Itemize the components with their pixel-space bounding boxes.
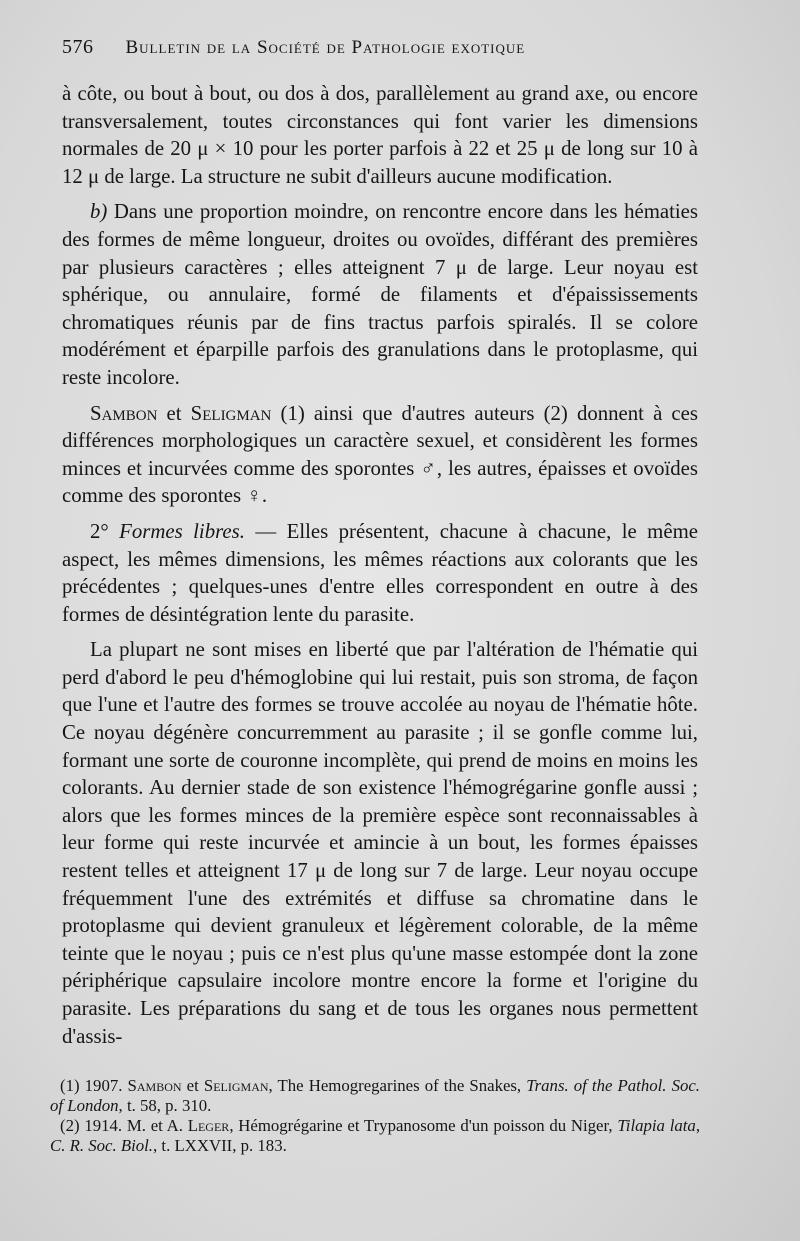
author-seligman: Seligman [190,401,272,425]
footnote-1-conj: et [181,1076,204,1095]
running-header [62,36,622,59]
footnote-1-author-seligman: Seligman [203,1076,269,1095]
paragraph-1 [62,80,698,190]
running-title: Bulletin de la Société de Pathologie exotique [125,37,526,58]
footnotes [50,1076,700,1156]
paragraph-2 [62,198,698,391]
footnote-2-journal: C. R. Soc. Biol. [50,1136,154,1155]
footnote-2-tail: , t. LXXVII, p. 183. [153,1136,287,1155]
footnote-2-sep: , [695,1116,701,1135]
footnote-2-mark: (2) 1914. M. et A. [60,1116,183,1135]
footnote-2 [50,1116,700,1156]
body-text [62,80,698,1058]
paragraph-4 [62,518,698,628]
paragraph-4-text: — Elles présentent, chacune à chacune, le même aspect, les mêmes dimensions, les mêmes réactions aux colorants que les précédentes ; quelques-unes d'entre elles correspondent en outre à des formes de désintégration lente du parasite. [62,519,698,626]
paragraph-5 [62,636,698,1050]
footnote-1-tail: , t. 58, p. 310. [118,1096,212,1115]
paragraph-1-text: à côte, ou bout à bout, ou dos à dos, parallèlement au grand axe, ou encore transversalement, toutes circonstances qui font varier les dimensions normales de 20 μ × 10 pour les porter parfois à 22 et 25 μ de long sur 10 à 12 μ de large. La structure ne subit d'ailleurs aucune modification. [62,82,698,188]
footnote-1-journal: Trans. of the Pathol. Soc. of London [50,1076,700,1115]
conjunction: et [157,401,191,425]
page-number: 576 [62,36,94,58]
footnote-1-mark: (1) 1907. [60,1076,123,1095]
section-heading: Formes libres. [119,519,245,543]
footnote-2-text: , Hémogrégarine et Trypanosome d'un poisson du Niger, [229,1116,618,1135]
footnote-2-author-leger: Leger [187,1116,230,1135]
footnote-2-species: Tilapia lata [617,1116,696,1135]
footnote-1 [50,1076,700,1116]
paragraph-3 [62,400,698,510]
paragraph-5-text: La plupart ne sont mises en liberté que par l'altération de l'hématie qui perd d'abord le peu d'hémoglobine qui lui restait, puis son stroma, de façon que l'une et l'autre des formes se trouve accolée au noyau de l'hématie hôte. Ce noyau dégénère concurremment au parasite ; il se gonfle comme lui, formant une sorte de couronne incomplète, qui prend de moins en moins les colorants. Au dernier stade de son existence l'hémogrégarine gonfle aussi ; alors que les formes minces de la première espèce sont reconnaissables à leur forme qui reste incurvée et amincie à un bout, les formes épaisses restent telles et atteignent 17 μ de long sur 7 de large. Leur noyau occupe fréquemment l'une des extrémités et diffuse sa chromatine dans le protoplasme qui devient granuleux et légèrement colorable, de la même teinte que le noyau ; puis ce n'est plus qu'une masse estompée dont la zone périphérique capsulaire incolore montre encore la forme et l'origine du parasite. Les préparations du sang et de tous les organes nous permettent d'assis- [62,638,698,1048]
paragraph-3-text: (1) ainsi que d'autres auteurs (2) donnent à ces différences morphologiques un caractère sexuel, et considèrent les formes minces et incurvées comme des sporontes ♂, les autres, épaisses et ovoïdes comme des sporontes ♀. [62,401,698,508]
paragraph-2-marker: b) [90,200,108,224]
paragraph-2-text: Dans une proportion moindre, on rencontre encore dans les hématies des formes de même longueur, droites ou ovoïdes, différant des premières par plusieurs caractères ; elles atteignent 7 μ de large. Leur noyau est sphérique, ou annulaire, formé de filaments et d'épaississements chromatiques réunis par de fins tractus parfois spiralés. Il se colore modérément et éparpille parfois des granulations dans le protoplasme, qui reste incolore. [62,200,698,389]
section-number: 2° [90,519,120,543]
footnote-1-author-sambon: Sambon [127,1076,182,1095]
footnote-1-text: , The Hemogregarines of the Snakes, [268,1076,527,1095]
author-sambon: Sambon [90,401,158,425]
